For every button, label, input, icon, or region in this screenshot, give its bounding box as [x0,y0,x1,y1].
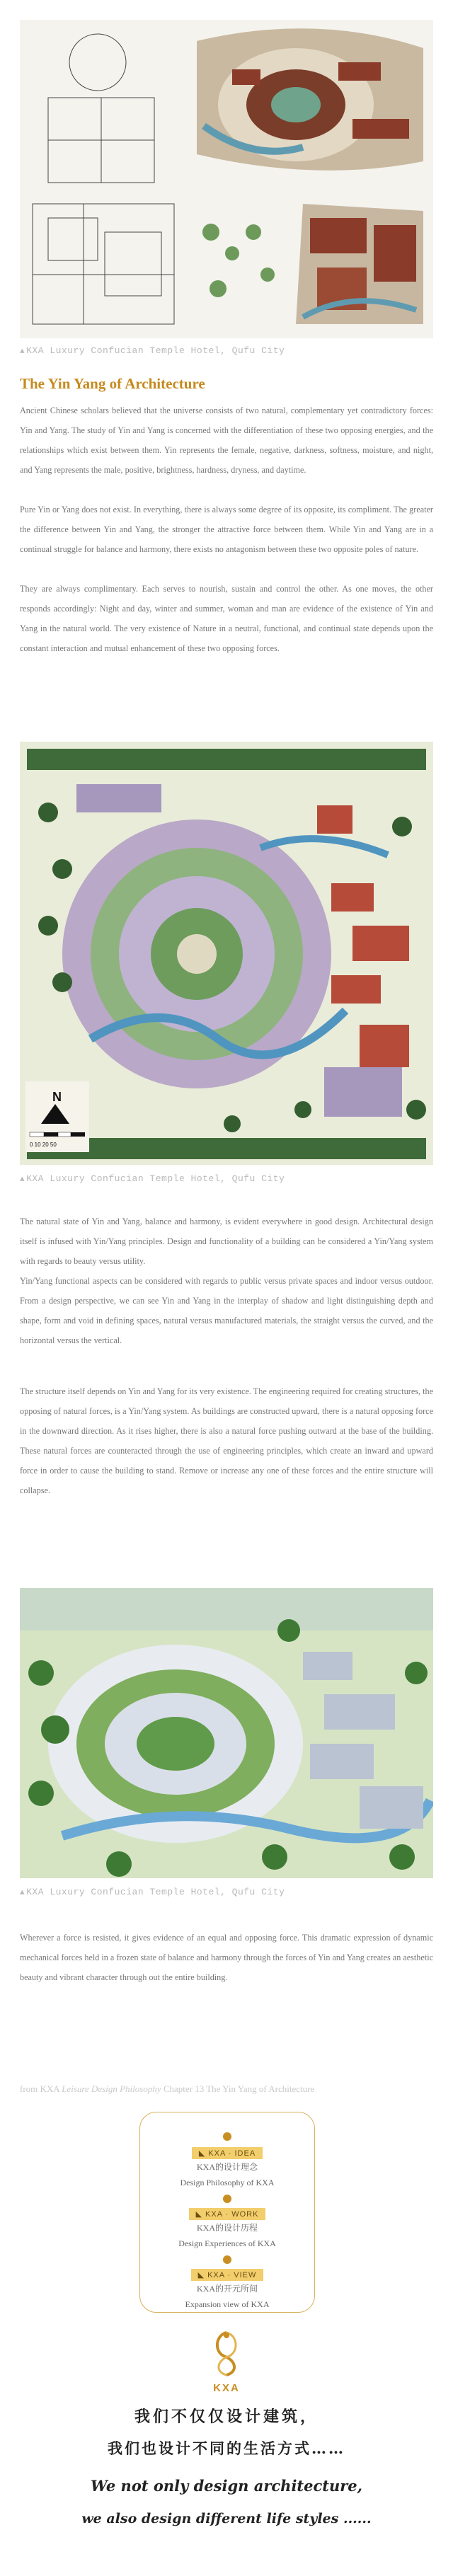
paragraph-pure-yin-yang: Pure Yin or Yang does not exist. In everything, there is always some degree of its opposite, its compliment. The greater the difference between Yin and Yang, the stronger the attractive force between them. While Yin and Yang are in a continual struggle for balance and harmony, there exists no antagonism between these two opposite poles of nature. [20,505,433,554]
aerial-render-image [20,1588,433,1878]
paragraph-complementary: They are always complimentary. Each serves to nourish, sustain and control the other. As one moves, the other responds accordingly: Night and day, winter and summer, woman and man are evidence of the existence of Yin and Yang in the natural world. The very existence of Nature in a neutral, functional, and continual state depends upon the constant interaction and mutual enhancement of these two opposing forces. [20,584,433,653]
triangle-icon: ▲ [20,1889,25,1897]
paragraph-structure: The structure itself depends on Yin and Yang for its very existence. The engineering required for creating structures, the opposing of natural forces, is a Yin/Yang system. As buildings are constructed upward, there is a natural opposing force in the downward direction. As it rises higher, there is also a natural force pushing outward at the base of the building. These natural forces are counteracted through the use of engineering principles, which create an inward and upward force in order to cause the building to stand. Remove or increase any one of these forces and the entire structure will collapse. [20,1386,433,1495]
image-caption-3: ▲ KXA Luxury Confucian Temple Hotel, Qufu City [20,1887,285,1897]
dot-icon [223,2255,231,2264]
slogan-en-line-1: We not only design architecture, [91,2477,362,2495]
arrow-icon: ◣ [195,2210,203,2219]
slogan-cn-line-2: 我们也设计不同的生活方式…… [108,2439,345,2457]
site-plan-color-image [20,742,433,1165]
paragraph-functional-aspects: Yin/Yang functional aspects can be considered with regards to public versus private spaces and indoor versus outdoor. From a design perspective, we can see Yin and Yang in the interplay of shadow and light distinguishing depth and shape, form and void in defining spaces, natural versus manufactured materials, the straight versus the curved, and the horizontal versus the vertical. [20,1276,433,1345]
dot-icon [223,2195,231,2203]
arrow-icon: ◣ [198,2149,206,2158]
menu-item-idea[interactable]: ◣ KXA · IDEA KXA的设计理念 Design Philosophy of KXA [140,2146,314,2190]
paragraph-force-resisted: Wherever a force is resisted, it gives evidence of an equal and opposing force. This dramatic expression of dynamic mechanical forces held in a frozen state of balance and harmony through the forces of Yin and Yang creates an aesthetic beauty and vibrant character through out the entire building. [20,1933,433,1982]
arrow-icon: ◣ [197,2271,205,2279]
kxa-logo-icon [205,2328,248,2379]
source-reference: from KXA Leisure Design Philosophy Chapter 13 The Yin Yang of Architecture [20,2083,315,2094]
article-title: The Yin Yang of Architecture [20,375,205,392]
svg-text:N: N [52,1090,62,1104]
paragraph-yin-yang-intro: Ancient Chinese scholars believed that the universe consists of two natural, complementary yet contradictory forces: Yin and Yang. The study of Yin and Yang is concerned with the differentiation of these two opposing energies, and the relationships which exist between them. Yin represents the female, negative, darkness, softness, moisture, and night, and Yang represents the male, positive, brightness, hardness, dryness, and daytime. [20,406,433,475]
slogan-en-line-2: we also design different life styles ...... [81,2511,372,2526]
triangle-icon: ▲ [20,1175,25,1184]
site-plan-sketch-image [20,20,433,338]
triangle-icon: ▲ [20,347,25,356]
dot-icon [223,2132,231,2141]
image-caption-1: ▲ KXA Luxury Confucian Temple Hotel, Qufu City [20,345,285,356]
brand-name: KXA [213,2382,240,2394]
svg-text:0 10 20 50: 0 10 20 50 [30,1142,57,1148]
menu-item-view[interactable]: ◣ KXA · VIEW KXA的开元所间 Expansion view of KXA [140,2268,314,2312]
paragraph-natural-state: The natural state of Yin and Yang, balance and harmony, is evident everywhere in good design. Architectural design itself is infused with Yin/Yang principles. Design and functionality of a building can be considered a Yin/Yang system with regards to beauty versus utility. [20,1217,433,1266]
image-caption-2: ▲ KXA Luxury Confucian Temple Hotel, Qufu City [20,1173,285,1184]
kxa-menu-card [139,2112,315,2313]
menu-item-work[interactable]: ◣ KXA · WORK KXA的设计历程 Design Experiences of KXA [140,2207,314,2251]
slogan-cn-line-1: 我们不仅仅设计建筑， [134,2408,319,2426]
